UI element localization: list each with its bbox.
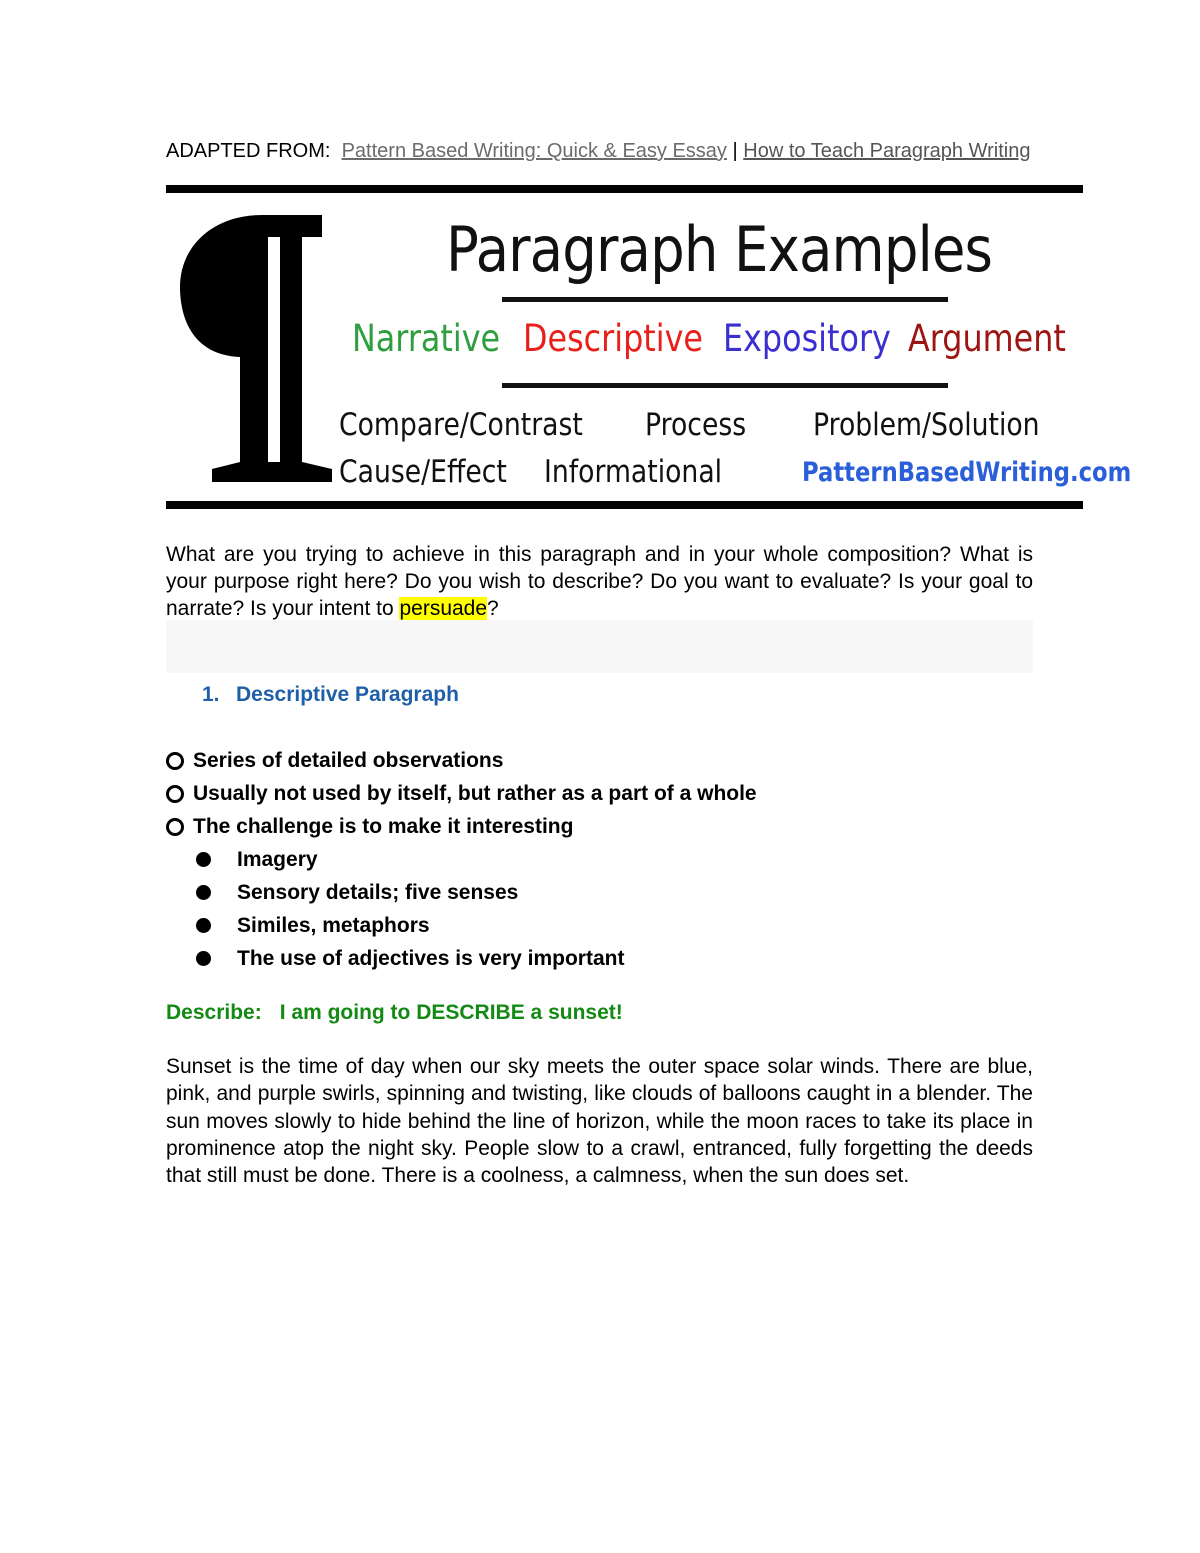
type-descriptive: Descriptive [523,317,704,360]
shaded-spacer [166,620,1033,673]
banner-rule-upper [502,297,948,302]
ring-bullet-icon [166,818,184,836]
dot-bullet-icon [196,951,211,966]
sub-bullet-text: Similes, metaphors [237,914,430,937]
pilcrow-icon [172,207,332,487]
adapted-label: ADAPTED FROM: [166,140,331,162]
example-label: Describe: [166,1001,262,1024]
subtype-process: Process [645,407,747,443]
example-title: I am going to DESCRIBE a sunset! [279,1001,623,1024]
pattern-based-writing-link[interactable]: Pattern Based Writing: Quick & Easy Essay [341,140,727,162]
ring-bullet-icon [166,785,184,803]
sub-bullet-text: The use of adjectives is very important [237,947,625,970]
sub-bullet-text: Imagery [237,848,318,871]
section-title: Descriptive Paragraph [236,683,459,706]
sub-bullet-text: Sensory details; five senses [237,881,519,904]
list-item [166,909,1033,942]
list-item [166,843,1033,876]
list-item [166,777,1033,810]
dot-bullet-icon [196,852,211,867]
bullet-text: The challenge is to make it interesting [193,815,574,838]
subtype-problem-solution: Problem/Solution [813,407,1040,443]
dot-bullet-icon [196,885,211,900]
type-argument: Argument [908,317,1066,360]
section-heading [202,680,459,710]
link-separator: | [732,140,738,162]
main-bullet-list [166,744,1033,843]
subtype-cause-effect: Cause/Effect [339,454,507,490]
list-item [166,744,1033,777]
section-number: 1. [202,683,220,706]
list-item [166,942,1033,975]
list-item [166,810,1033,843]
banner-rule-lower [502,383,948,388]
bullet-text: Usually not used by itself, but rather as a part of a whole [193,782,757,805]
attribution [166,139,1033,163]
highlighted-word: persuade [399,597,488,620]
banner-title: Paragraph Examples [446,213,993,286]
paragraph-examples-banner [166,185,1132,511]
list-item [166,876,1033,909]
banner-bottom-rule [166,501,1083,509]
dot-bullet-icon [196,918,211,933]
subtype-compare-contrast: Compare/Contrast [339,407,583,443]
example-paragraph: Sunset is the time of day when our sky meets the outer space solar winds. There are blue, pink, and purple swirls, spinning and twisting, like clouds of balloons caught in a blender. The sun moves slowly to hide behind the line of horizon, while the moon races to take its place in prominence atop the night sky. People slow to a crawl, entranced, fully forgetting the deeds that still must be done. There is a coolness, a calmness, when the sun does set. [166,1055,1033,1188]
banner-top-rule [166,185,1083,193]
sub-bullet-list [166,843,1033,975]
intro-text-end: ? [487,597,499,620]
intro-text: What are you trying to achieve in this paragraph and in your whole composition? What is your purpose right here? Do you wish to describe? Do you want to evaluate? Is your goal to narrate? Is your intent to [166,543,1033,620]
ring-bullet-icon [166,752,184,770]
paragraph-types [352,315,1072,365]
example-heading [166,998,623,1028]
intro-paragraph [166,541,1033,622]
type-expository: Expository [723,317,891,360]
subtype-informational: Informational [544,454,723,490]
site-url: PatternBasedWriting.com [802,457,1132,488]
teach-paragraph-link[interactable]: How to Teach Paragraph Writing [743,140,1031,162]
type-narrative: Narrative [352,317,501,360]
bullet-text: Series of detailed observations [193,749,504,772]
